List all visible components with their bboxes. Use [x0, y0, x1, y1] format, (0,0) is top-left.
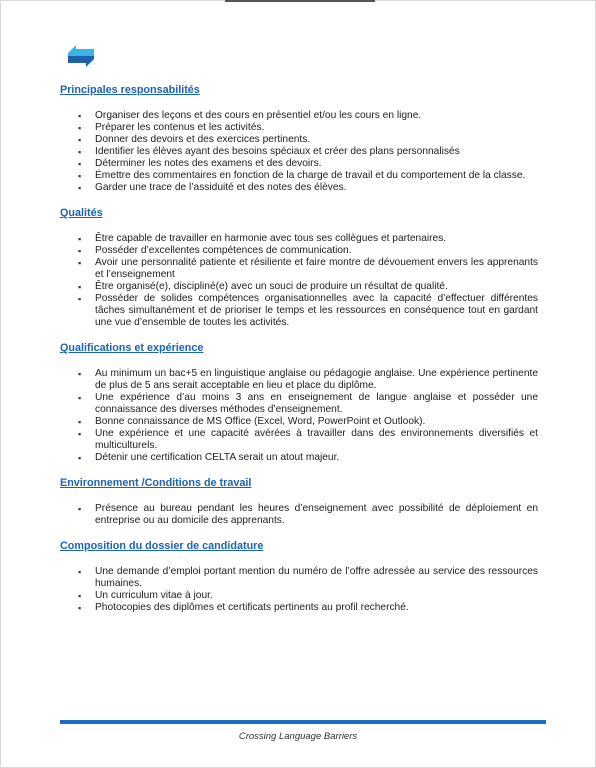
list-item: ▪ Bonne connaissance de MS Office (Excel, Word, PowerPoint et Outlook). — [60, 416, 538, 428]
footer-divider — [60, 720, 546, 724]
list-item: ▪ Être capable de travailler en harmonie avec tous ses collègues et partenaires. — [60, 233, 538, 245]
bullet-list — [60, 368, 538, 464]
list-item: ▪ Déterminer les notes des examens et des devoirs. — [60, 158, 538, 170]
list-item: ▪ Une expérience et une capacité avérées à travailler dans des environnements diversifiés et multiculturels. — [60, 428, 538, 452]
section-work-environment — [60, 477, 538, 527]
section-heading: Principales responsabilités — [60, 84, 200, 96]
bullet-list — [60, 233, 538, 329]
section-heading: Qualifications et expérience — [60, 342, 204, 354]
list-item: ▪ Photocopies des diplômes et certificats pertinents au profil recherché. — [60, 602, 538, 614]
section-application-file — [60, 540, 538, 614]
logo-icon — [66, 44, 96, 68]
section-qualities — [60, 207, 538, 329]
section-responsibilities — [60, 84, 538, 194]
list-item: ▪ Posséder de solides compétences organisationnelles avec la capacité d’effectuer différentes tâches simultanément et de prioriser le temps et les ressources en conséquence tout en gardant une vue d’ensemble de toutes les activités. — [60, 293, 538, 329]
section-heading: Qualités — [60, 207, 103, 219]
footer-tagline: Crossing Language Barriers — [238, 731, 358, 742]
list-item: ▪ Posséder d’excellentes compétences de communication. — [60, 245, 538, 257]
document-content — [60, 84, 538, 627]
list-item: ▪ Une expérience d’au moins 3 ans en enseignement de langue anglaise et posséder une connaissance des diverses méthodes d’enseignement. — [60, 392, 538, 416]
bullet-list — [60, 110, 538, 194]
top-edge-bar — [225, 0, 375, 2]
list-item: ▪ Être organisé(e), discipliné(e) avec un souci de produire un résultat de qualité. — [60, 281, 538, 293]
bullet-list — [60, 503, 538, 527]
list-item: ▪ Présence au bureau pendant les heures d’enseignement avec possibilité de déploiement en entreprise ou au domicile des apprenants. — [60, 503, 538, 527]
section-heading: Composition du dossier de candidature — [60, 540, 264, 552]
list-item: ▪ Organiser des leçons et des cours en présentiel et/ou les cours en ligne. — [60, 110, 538, 122]
section-qualifications — [60, 342, 538, 464]
bullet-list — [60, 566, 538, 614]
section-heading: Environnement /Conditions de travail — [60, 477, 252, 489]
list-item: ▪ Donner des devoirs et des exercices pertinents. — [60, 134, 538, 146]
list-item: ▪ Détenir une certification CELTA serait un atout majeur. — [60, 452, 538, 464]
list-item: ▪ Une demande d’emploi portant mention du numéro de l’offre adressée au service des ressources humaines. — [60, 566, 538, 590]
list-item: ▪ Au minimum un bac+5 en linguistique anglaise ou pédagogie anglaise. Une expérience pertinente de plus de 5 ans serait acceptable en lieu et place du diplôme. — [60, 368, 538, 392]
list-item: ▪ Avoir une personnalité patiente et résiliente et faire montre de dévouement envers les apprenants et l’enseignement — [60, 257, 538, 281]
list-item: ▪ Identifier les élèves ayant des besoins spéciaux et créer des plans personnalisés — [60, 146, 538, 158]
list-item: ▪ Émettre des commentaires en fonction de la charge de travail et du comportement de la classe. — [60, 170, 538, 182]
list-item: ▪ Préparer les contenus et les activités. — [60, 122, 538, 134]
list-item: ▪ Un curriculum vitae à jour. — [60, 590, 538, 602]
list-item: ▪ Garder une trace de l’assiduité et des notes des élèves. — [60, 182, 538, 194]
